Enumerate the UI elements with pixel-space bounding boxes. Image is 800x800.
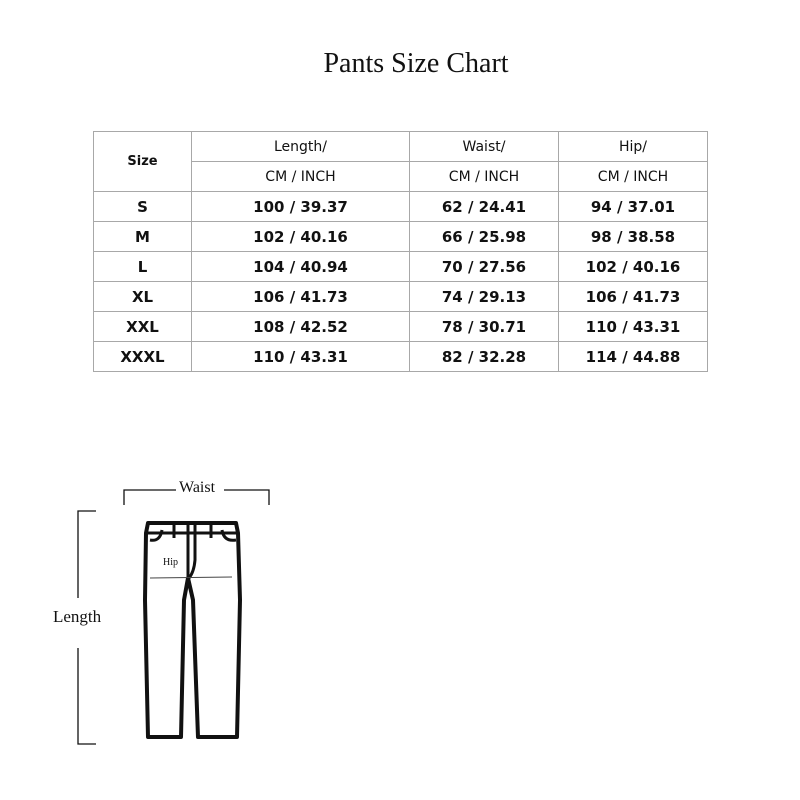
length-bracket — [78, 511, 96, 744]
size-cell: S — [94, 192, 192, 222]
waist-cell: 70 / 27.56 — [410, 252, 559, 282]
size-cell: XXXL — [94, 342, 192, 372]
length-cell: 100 / 39.37 — [192, 192, 410, 222]
hip-cell: 110 / 43.31 — [559, 312, 708, 342]
hip-line — [150, 577, 232, 578]
size-cell: L — [94, 252, 192, 282]
waist-label: Waist — [179, 479, 216, 496]
hip-cell: 114 / 44.88 — [559, 342, 708, 372]
length-cell: 108 / 42.52 — [192, 312, 410, 342]
waist-header: Waist/ — [410, 132, 559, 162]
length-cell: 110 / 43.31 — [192, 342, 410, 372]
pants-icon — [145, 523, 240, 737]
hip-header: Hip/ — [559, 132, 708, 162]
waist-cell: 66 / 25.98 — [410, 222, 559, 252]
unit-label: CM / INCH — [192, 162, 410, 192]
hip-cell: 106 / 41.73 — [559, 282, 708, 312]
waist-cell: 82 / 32.28 — [410, 342, 559, 372]
hip-cell: 94 / 37.01 — [559, 192, 708, 222]
hip-cell: 98 / 38.58 — [559, 222, 708, 252]
length-cell: 104 / 40.94 — [192, 252, 410, 282]
hip-label: Hip — [163, 557, 178, 568]
unit-label: CM / INCH — [410, 162, 559, 192]
unit-label: CM / INCH — [559, 162, 708, 192]
length-header: Length/ — [192, 132, 410, 162]
size-header: Size — [94, 132, 192, 192]
page-title: Pants Size Chart — [323, 48, 509, 79]
waist-cell: 78 / 30.71 — [410, 312, 559, 342]
length-cell: 102 / 40.16 — [192, 222, 410, 252]
length-label: Length — [53, 607, 102, 626]
waist-cell: 62 / 24.41 — [410, 192, 559, 222]
length-cell: 106 / 41.73 — [192, 282, 410, 312]
waist-cell: 74 / 29.13 — [410, 282, 559, 312]
size-cell: XXL — [94, 312, 192, 342]
hip-cell: 102 / 40.16 — [559, 252, 708, 282]
size-cell: XL — [94, 282, 192, 312]
size-cell: M — [94, 222, 192, 252]
